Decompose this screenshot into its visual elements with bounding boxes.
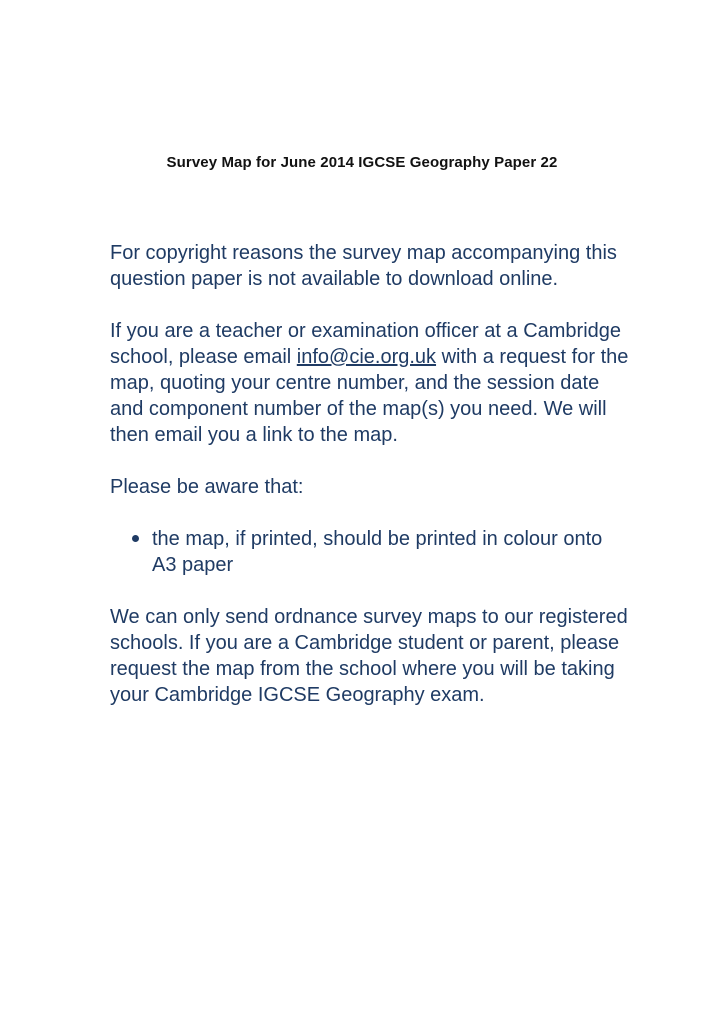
document-title: Survey Map for June 2014 IGCSE Geography Paper 22: [166, 154, 558, 171]
bullet-dot-icon: [132, 535, 139, 542]
bullet-item: [110, 526, 630, 578]
request-text-before-link: If you are a teacher or examination officer at a Cambridge school, please email: [110, 320, 622, 368]
schools-paragraph: We can only send ordnance survey maps to our registered schools. If you are a Cambridge student or parent, please request the map from the school where you will be taking your Cambridge IGCSE Geography exam.: [110, 606, 628, 706]
bullet-list: [110, 526, 630, 578]
document-body: [110, 240, 630, 734]
bullet-item-text: the map, if printed, should be printed in colour onto A3 paper: [152, 528, 603, 576]
copyright-paragraph: For copyright reasons the survey map accompanying this question paper is not available to download online.: [110, 242, 617, 290]
request-text-after-link: with a request for the map, quoting your centre number, and the session date and component number of the map(s) you need. We will then email you a link to the map.: [110, 346, 629, 446]
aware-paragraph: Please be aware that:: [110, 476, 304, 498]
request-paragraph: [110, 318, 630, 448]
email-link[interactable]: info@cie.org.uk: [296, 346, 437, 368]
